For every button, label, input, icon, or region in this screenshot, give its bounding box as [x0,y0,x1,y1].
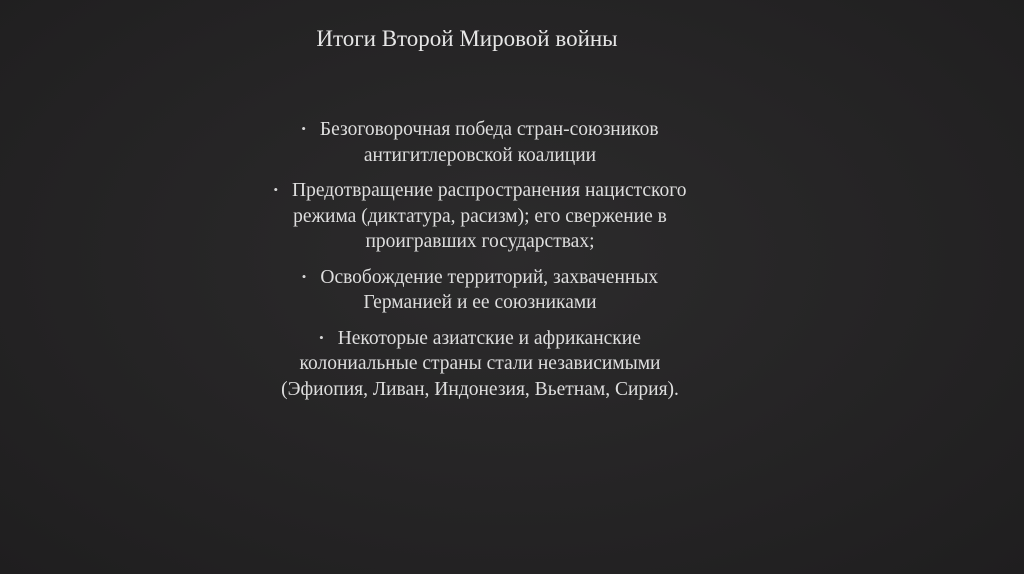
bullet-icon: • [273,182,279,197]
bullet-item [270,264,690,316]
bullet-text: Некоторые азиатские и африканские колониальные страны стали независимыми (Эфиопия, Ливан, Индонезия, Вьетнам, Сирия). [281,327,679,400]
bullet-item [270,325,690,403]
slide-title: Итоги Второй Мировой войны [316,26,618,51]
bullet-icon: • [301,268,307,284]
bullet-item [270,177,690,255]
bullet-list [270,116,690,411]
bullet-text: Освобождение территорий, захваченных Германией и ее союзниками [320,266,659,313]
bullet-icon: • [319,329,324,345]
bullet-text: Безоговорочная победа стран-союзников антигитлеровской коалиции [319,119,659,166]
bullet-item [270,116,690,168]
bullet-text: Предотвращение распространения нацистского режима (диктатура, расизм); его свержение в проигравших государствах; [292,180,687,252]
bullet-icon: • [301,121,306,136]
